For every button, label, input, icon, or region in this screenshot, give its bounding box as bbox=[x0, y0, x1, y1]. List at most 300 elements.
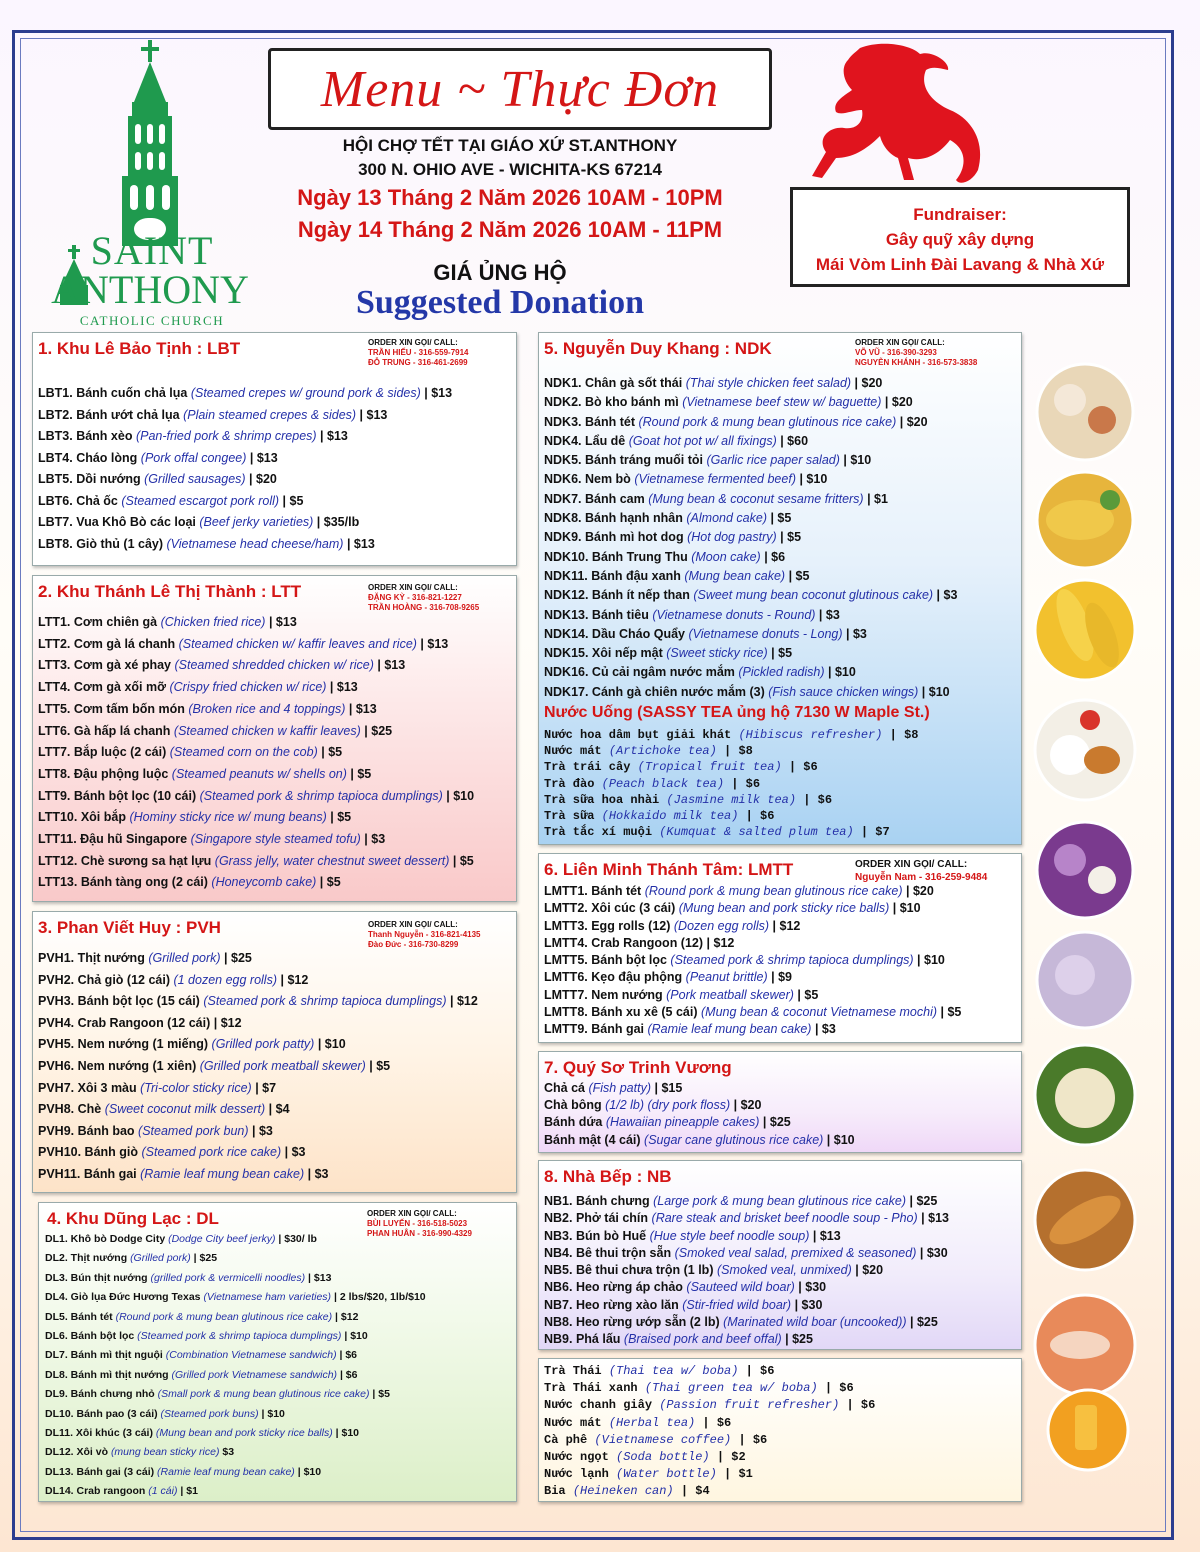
item-name: LMTT6. Kẹo đậu phộng bbox=[544, 970, 683, 985]
item-name: NDK2. Bò kho bánh mì bbox=[544, 395, 679, 410]
item-price: | $6 bbox=[731, 1432, 768, 1447]
item-description: (Grass jelly, water chestnut sweet dessert) bbox=[214, 853, 450, 868]
item-price: | $30/ lb bbox=[275, 1233, 317, 1245]
menu-item bbox=[38, 1034, 512, 1056]
item-description: (Water bottle) bbox=[616, 1467, 717, 1482]
food-photo-crepes bbox=[1037, 364, 1133, 460]
menu-item bbox=[38, 1013, 512, 1035]
item-description: (Combination Vietnamese sandwich) bbox=[165, 1349, 337, 1362]
menu-item bbox=[38, 512, 512, 534]
section-qstv bbox=[538, 1051, 1022, 1153]
menu-item bbox=[544, 586, 1017, 605]
item-name: DL14. Crab rangoon bbox=[45, 1485, 146, 1498]
food-photo-column bbox=[1030, 360, 1140, 1520]
item-name: Trà sữa bbox=[544, 809, 595, 824]
item-description: (Almond cake) bbox=[686, 511, 767, 526]
menu-item bbox=[544, 1331, 1017, 1348]
event-date1: Ngày 13 Tháng 2 Năm 2026 10AM - 10PM bbox=[297, 185, 723, 210]
item-name: Nước ngọt bbox=[544, 1450, 609, 1465]
item-name: PVH4. Crab Rangoon (12 cái) bbox=[38, 1015, 211, 1030]
item-price: | $13 bbox=[809, 1228, 841, 1243]
logo-wordmark bbox=[51, 228, 252, 329]
item-price: | $15 bbox=[651, 1081, 683, 1095]
item-name: DL2. Thịt nướng bbox=[45, 1252, 128, 1265]
item-description: (Mung bean and pork sticky rice balls) bbox=[678, 901, 890, 916]
item-price: | $5 bbox=[369, 1388, 390, 1401]
section-pvh bbox=[32, 911, 517, 1193]
item-description: (Sugar cane glutinous rice cake) bbox=[644, 1132, 824, 1147]
item-name: LTT2. Cơm gà lá chanh bbox=[38, 636, 176, 651]
item-description: (Steamed pork rice cake) bbox=[141, 1145, 282, 1160]
item-name: LTT7. Bắp luộc (2 cái) bbox=[38, 745, 167, 760]
item-description: (Honeycomb cake) bbox=[211, 875, 317, 890]
item-description: (Mung bean & coconut Vietnamese mochi) bbox=[701, 1005, 938, 1020]
item-description: (Grilled pork meatball skewer) bbox=[199, 1058, 366, 1073]
section-title: 1. Khu Lê Bảo Tịnh : LBT bbox=[38, 339, 241, 358]
item-price: | $3 bbox=[281, 1145, 306, 1160]
item-price: | $25 bbox=[759, 1115, 791, 1130]
menu-item bbox=[544, 883, 1017, 900]
item-price: | $20 bbox=[245, 472, 277, 486]
item-price: | $60 bbox=[776, 433, 809, 448]
item-description: (Smoked veal salad, premixed & seasoned) bbox=[674, 1245, 917, 1260]
menu-item bbox=[544, 567, 1017, 586]
menu-item bbox=[38, 948, 512, 970]
menu-item bbox=[544, 727, 1017, 743]
item-description: (Grilled pork) bbox=[148, 951, 221, 965]
section-lmtt bbox=[538, 853, 1022, 1043]
contact-phone: ĐẶNG KỲ - 316-821-1227 bbox=[368, 593, 462, 602]
item-price: | $5 bbox=[279, 493, 304, 508]
item-price: | 2 lbs/$20, 1lb/$10 bbox=[331, 1291, 426, 1304]
item-name: NB9. Phá lấu bbox=[544, 1332, 621, 1347]
food-photo-sticky-rice bbox=[1037, 822, 1133, 918]
menu-item bbox=[544, 759, 1017, 775]
contact-title: ORDER XIN GỌI/ CALL: bbox=[855, 859, 968, 870]
item-price: | $20 bbox=[851, 376, 883, 390]
menu-item bbox=[45, 1346, 512, 1365]
item-price: | $25 bbox=[906, 1315, 938, 1330]
menu-item bbox=[544, 548, 1017, 567]
item-description: (Crispy fried chicken w/ rice) bbox=[169, 680, 327, 695]
item-price: | $12 bbox=[769, 918, 801, 933]
item-description: (Kumquat & salted plum tea) bbox=[659, 825, 854, 840]
item-description: (Steamed pork & shrimp tapioca dumplings) bbox=[137, 1330, 342, 1343]
section-title: 2. Khu Thánh Lê Thị Thành : LTT bbox=[38, 582, 302, 601]
item-price: | $3 bbox=[811, 1022, 836, 1037]
item-description: (Stir-fried wild boar) bbox=[682, 1297, 792, 1312]
menu-item bbox=[38, 872, 512, 894]
item-description: (Hominy sticky rice w/ mung beans) bbox=[129, 810, 327, 825]
item-name: LTT5. Cơm tấm bốn món bbox=[38, 701, 185, 716]
item-price: | $3 bbox=[933, 588, 958, 603]
item-description: (Fish patty) bbox=[588, 1081, 651, 1095]
item-price: | $25 bbox=[360, 723, 393, 738]
item-name: Trà Thái bbox=[544, 1364, 602, 1378]
item-name: LMTT5. Bánh bột lọc bbox=[544, 953, 667, 968]
logo-saint: SAINT bbox=[90, 228, 214, 273]
item-description: (Braised pork and beef offal) bbox=[623, 1332, 782, 1347]
item-price: | $20 bbox=[730, 1098, 762, 1113]
item-description: (Pickled radish) bbox=[738, 665, 825, 680]
item-price: | $9 bbox=[767, 970, 793, 985]
item-price: | $5 bbox=[449, 853, 474, 868]
item-price: | $3 bbox=[815, 607, 840, 622]
item-list bbox=[38, 948, 512, 1186]
item-name: NB3. Bún bò Huế bbox=[544, 1228, 647, 1243]
item-name: LBT3. Bánh xèo bbox=[38, 429, 133, 443]
item-name: NB8. Heo rừng ướp sẵn (2 lb) bbox=[544, 1315, 720, 1330]
menu-item bbox=[544, 1483, 1017, 1500]
item-description: (Vietnamese head cheese/ham) bbox=[166, 536, 344, 551]
menu-item bbox=[38, 829, 512, 851]
menu-title-box bbox=[268, 48, 772, 130]
item-price: | $6 bbox=[336, 1349, 358, 1362]
menu-item bbox=[544, 470, 1017, 489]
menu-item bbox=[38, 677, 512, 699]
item-price: | $20 bbox=[851, 1263, 884, 1278]
contact-title: ORDER XIN GỌI/ CALL: bbox=[368, 338, 458, 347]
item-name: PVH8. Chè bbox=[38, 1102, 102, 1117]
item-price: | $12 bbox=[332, 1310, 359, 1323]
item-name: LTT6. Gà hấp lá chanh bbox=[38, 723, 171, 738]
item-description: (Grilled pork Vietnamese sandwich) bbox=[171, 1368, 338, 1381]
menu-item bbox=[38, 534, 512, 556]
item-price: | $10 bbox=[442, 788, 475, 803]
item-description: (Thai green tea w/ boba) bbox=[644, 1381, 818, 1396]
item-price: | $10 bbox=[913, 953, 945, 968]
drinks-title: Nước Uống (SASSY TEA ủng hộ 7130 W Maple St.) bbox=[544, 704, 930, 721]
section-ltt bbox=[32, 575, 517, 902]
section-beverages bbox=[538, 1358, 1022, 1502]
item-name: Trà Thái xanh bbox=[544, 1381, 638, 1396]
item-name: DL5. Bánh tét bbox=[45, 1310, 113, 1323]
menu-item bbox=[544, 663, 1017, 682]
item-name: PVH5. Nem nướng (1 miếng) bbox=[38, 1037, 209, 1052]
menu-item bbox=[38, 807, 512, 829]
logo-subtitle: CATHOLIC CHURCH bbox=[79, 313, 225, 328]
item-description: (Pork meatball skewer) bbox=[666, 987, 794, 1002]
item-description: (Tropical fruit tea) bbox=[637, 760, 782, 775]
item-price: | $6 bbox=[337, 1368, 358, 1381]
contact-phone: Thanh Nguyễn - 316-821-4135 bbox=[368, 930, 481, 939]
item-price: | $30 bbox=[794, 1280, 827, 1295]
item-price: | $5 bbox=[785, 568, 810, 583]
event-line1: HỘI CHỢ TẾT TẠI GIÁO XỨ ST.ANTHONY bbox=[342, 136, 678, 155]
item-list bbox=[544, 1193, 1017, 1349]
item-price: | $13 bbox=[356, 407, 388, 422]
menu-item bbox=[544, 1193, 1017, 1210]
item-description: (Beef jerky varieties) bbox=[199, 515, 314, 529]
contact-phone: Đào Đức - 316-730-8299 bbox=[368, 940, 459, 949]
item-description: (Steamed shredded chicken w/ rice) bbox=[174, 658, 374, 673]
menu-item bbox=[544, 969, 1017, 986]
menu-item bbox=[544, 1080, 1017, 1097]
item-price: | $5 bbox=[776, 530, 802, 545]
item-description: (Sauteed wild boar) bbox=[686, 1280, 795, 1295]
item-name: LBT5. Dồi nướng bbox=[38, 472, 141, 486]
menu-item bbox=[544, 1021, 1017, 1038]
item-description: (1/2 lb) (dry pork floss) bbox=[605, 1098, 731, 1113]
item-price: | $5 bbox=[317, 745, 343, 760]
item-description: (Grilled pork patty) bbox=[211, 1037, 315, 1052]
item-name: NB4. Bê thui trộn sẵn bbox=[544, 1245, 672, 1260]
menu-item bbox=[544, 1210, 1017, 1227]
item-description: (Ramie leaf mung bean cake) bbox=[140, 1166, 305, 1181]
menu-item bbox=[544, 1097, 1017, 1114]
item-description: (Hue style beef noodle soup) bbox=[649, 1228, 810, 1243]
item-description: (Hokkaido milk tea) bbox=[601, 809, 739, 824]
item-price: | $5 bbox=[766, 511, 792, 526]
menu-item bbox=[45, 1327, 512, 1346]
item-description: (Thai style chicken feet salad) bbox=[685, 376, 852, 390]
item-name: Cà phê bbox=[544, 1432, 588, 1447]
section-title: 4. Khu Dũng Lạc : DL bbox=[47, 1209, 219, 1228]
item-price: | $13 bbox=[917, 1211, 949, 1226]
item-price: | $13 bbox=[343, 536, 375, 551]
menu-item bbox=[38, 721, 512, 743]
red-horse-icon bbox=[800, 40, 1000, 190]
menu-item bbox=[544, 1228, 1017, 1245]
item-name: NB7. Heo rừng xào lăn bbox=[544, 1297, 679, 1312]
item-description: (Sweet mung bean coconut glutinous cake) bbox=[693, 588, 934, 603]
item-name: PVH2. Chả giò (12 cái) bbox=[38, 972, 170, 987]
item-description: (Garlic rice paper salad) bbox=[706, 453, 840, 468]
item-description: (Vietnamese ham varieties) bbox=[203, 1291, 332, 1304]
menu-item bbox=[544, 987, 1017, 1004]
item-price: | $20 bbox=[881, 395, 913, 410]
item-price: | $10 bbox=[332, 1427, 360, 1440]
item-price: | $13 bbox=[420, 386, 453, 400]
item-description: (Tri-color sticky rice) bbox=[140, 1080, 252, 1095]
item-list bbox=[45, 1230, 512, 1502]
item-description: (Rare steak and brisket beef noodle soup - Pho) bbox=[651, 1211, 918, 1226]
contact-phone: Nguyễn Nam - 316-259-9484 bbox=[855, 872, 988, 883]
menu-item bbox=[544, 1449, 1017, 1466]
item-description: (Mung bean and pork sticky rice balls) bbox=[155, 1427, 333, 1440]
item-price: | $5 bbox=[767, 646, 793, 661]
item-name: DL10. Bánh pao (3 cái) bbox=[45, 1407, 158, 1420]
item-name: LTT8. Đậu phộng luộc bbox=[38, 766, 169, 781]
item-name: PVH11. Bánh gai bbox=[38, 1166, 137, 1181]
item-name: LBT8. Giò thủ (1 cây) bbox=[38, 536, 164, 551]
item-description: (Passion fruit refresher) bbox=[659, 1398, 840, 1413]
menu-item bbox=[544, 792, 1017, 808]
menu-item bbox=[544, 1432, 1017, 1449]
item-name: NDK7. Bánh cam bbox=[544, 491, 645, 506]
menu-item bbox=[45, 1482, 512, 1501]
item-name: LBT4. Cháo lòng bbox=[38, 450, 138, 465]
item-name: NDK15. Xôi nếp mật bbox=[544, 646, 663, 661]
item-name: LTT4. Cơm gà xối mỡ bbox=[38, 680, 166, 695]
item-price: | $1 bbox=[716, 1467, 753, 1482]
item-name: NDK8. Bánh hạnh nhân bbox=[544, 511, 683, 526]
item-price: | $12 bbox=[706, 935, 735, 950]
item-price: | $10 bbox=[824, 665, 856, 680]
item-price: | $12 bbox=[213, 1015, 242, 1030]
item-description: (Steamed escargot pork roll) bbox=[121, 493, 280, 508]
item-price: | $10 bbox=[341, 1330, 368, 1343]
item-description: (Dozen egg rolls) bbox=[673, 918, 770, 933]
menu-item bbox=[45, 1230, 512, 1249]
contact-title: ORDER XIN GỌI/ CALL: bbox=[855, 338, 945, 347]
contact-phone: NGUYỄN KHÁNH - 316-573-3838 bbox=[855, 358, 978, 367]
event-date2: Ngày 14 Tháng 2 Năm 2026 10AM - 11PM bbox=[297, 217, 723, 242]
item-description: (Ramie leaf mung bean cake) bbox=[647, 1022, 812, 1037]
item-price: | $4 bbox=[673, 1484, 710, 1499]
item-name: DL12. Xôi vò bbox=[45, 1446, 109, 1459]
item-description: (Jasmine milk tea) bbox=[666, 792, 797, 807]
item-list bbox=[38, 612, 512, 894]
section-dl bbox=[38, 1202, 517, 1502]
item-name: Chà bông bbox=[544, 1098, 602, 1113]
item-price: | $10 bbox=[258, 1407, 285, 1420]
menu-item bbox=[544, 1245, 1017, 1262]
item-price: | $6 bbox=[796, 792, 833, 807]
menu-item bbox=[38, 1099, 512, 1121]
menu-item bbox=[45, 1366, 512, 1385]
item-description: (1 dozen egg rolls) bbox=[173, 972, 277, 987]
item-name: LMTT2. Xôi cúc (3 cái) bbox=[544, 901, 676, 916]
contact-title: ORDER XIN GỌI/ CALL: bbox=[367, 1209, 457, 1218]
item-description: (Vietnamese donuts - Long) bbox=[688, 626, 843, 641]
event-address: 300 N. OHIO AVE - WICHITA-KS 67214 bbox=[358, 160, 662, 179]
menu-item bbox=[38, 1142, 512, 1164]
item-price: | $7 bbox=[853, 825, 890, 840]
item-name: NDK9. Bánh mì hot dog bbox=[544, 530, 684, 545]
menu-item bbox=[544, 1466, 1017, 1483]
item-name: DL11. Xôi khúc (3 cái) bbox=[45, 1427, 153, 1440]
item-description: (Steamed pork & shrimp tapioca dumplings) bbox=[670, 953, 914, 968]
item-price: | $25 bbox=[906, 1194, 938, 1208]
item-price: $3 bbox=[219, 1446, 235, 1459]
menu-item bbox=[544, 1114, 1017, 1131]
menu-item bbox=[544, 509, 1017, 528]
item-name: NDK14. Dầu Cháo Quẩy bbox=[544, 626, 686, 641]
menu-item bbox=[38, 1121, 512, 1143]
contact-phone: ĐỖ TRUNG - 316-461-2699 bbox=[368, 358, 468, 367]
contact-phone: VÕ VŨ - 316-390-3293 bbox=[855, 348, 937, 357]
item-list bbox=[544, 374, 1017, 702]
item-description: (Vietnamese coffee) bbox=[594, 1432, 732, 1447]
item-price: | $30 bbox=[916, 1245, 948, 1260]
item-description: (Heineken can) bbox=[572, 1484, 674, 1499]
order-contact bbox=[368, 583, 479, 613]
menu-item bbox=[38, 742, 512, 764]
menu-item bbox=[544, 935, 1017, 952]
menu-item bbox=[45, 1405, 512, 1424]
menu-item bbox=[38, 491, 512, 513]
item-name: LMTT3. Egg rolls (12) bbox=[544, 918, 671, 933]
item-description: (Fish sauce chicken wings) bbox=[768, 684, 919, 699]
item-name: LTT10. Xôi bắp bbox=[38, 810, 126, 825]
menu-item bbox=[38, 991, 512, 1013]
item-description: (Steamed pork bun) bbox=[138, 1123, 249, 1138]
menu-item bbox=[544, 900, 1017, 917]
item-description: (Moon cake) bbox=[691, 549, 761, 564]
menu-item bbox=[544, 1314, 1017, 1331]
section-title: 3. Phan Viết Huy : PVH bbox=[38, 918, 221, 937]
item-description: (Vietnamese donuts - Round) bbox=[652, 607, 816, 622]
menu-item bbox=[544, 1380, 1017, 1397]
menu-item bbox=[544, 374, 1017, 393]
item-price: | $7 bbox=[251, 1080, 277, 1095]
contact-title: ORDER XIN GỌI/ CALL: bbox=[368, 920, 458, 929]
item-list bbox=[544, 1080, 1017, 1149]
item-name: LBT2. Bánh ướt chả lụa bbox=[38, 407, 180, 422]
item-name: DL8. Bánh mì thịt nướng bbox=[45, 1368, 169, 1381]
menu-item bbox=[38, 469, 512, 491]
menu-item bbox=[38, 448, 512, 470]
item-description: (Thai tea w/ boba) bbox=[608, 1364, 739, 1378]
item-price: | $3 bbox=[304, 1166, 329, 1181]
item-name: PVH1. Thịt nướng bbox=[38, 951, 145, 965]
section-ndk bbox=[538, 332, 1022, 845]
menu-item bbox=[38, 612, 512, 634]
item-name: Trà đào bbox=[544, 776, 595, 791]
item-name: NDK17. Cánh gà chiên nước mắm (3) bbox=[544, 684, 765, 699]
item-description: (Large pork & mung bean glutinous rice cake) bbox=[653, 1194, 906, 1208]
menu-item bbox=[38, 1056, 512, 1078]
menu-item bbox=[45, 1288, 512, 1307]
item-list bbox=[544, 883, 1017, 1039]
item-description: (Mung bean cake) bbox=[684, 568, 786, 583]
menu-item bbox=[544, 393, 1017, 412]
item-description: (Steamed peanuts w/ shells on) bbox=[171, 766, 347, 781]
item-name: Trà trái cây bbox=[544, 760, 631, 775]
item-description: (Peach black tea) bbox=[601, 776, 725, 791]
item-price: | $35/lb bbox=[313, 515, 360, 529]
item-description: (Dodge City beef jerky) bbox=[168, 1233, 276, 1245]
item-description: (Pan-fried pork & shrimp crepes) bbox=[135, 429, 317, 443]
menu-item bbox=[544, 644, 1017, 663]
item-price: | $6 bbox=[724, 776, 761, 791]
item-description: (Grilled pork) bbox=[130, 1252, 191, 1265]
menu-item bbox=[544, 1004, 1017, 1021]
item-name: DL13. Bánh gai (3 cái) bbox=[45, 1465, 155, 1478]
item-name: LMTT8. Bánh xu xê (5 cái) bbox=[544, 1005, 698, 1020]
fundraiser-box bbox=[790, 187, 1130, 287]
fundraiser-line2: Gây quỹ xây dựng bbox=[885, 230, 1035, 249]
item-price: | $3 bbox=[248, 1123, 273, 1138]
drinks-list bbox=[544, 727, 1017, 840]
item-name: LBT7. Vua Khô Bò các loại bbox=[38, 515, 196, 529]
item-description: (Artichoke tea) bbox=[608, 744, 717, 759]
menu-item bbox=[544, 413, 1017, 432]
menu-item bbox=[544, 490, 1017, 509]
item-price: | $2 bbox=[709, 1450, 746, 1465]
item-name: NDK5. Bánh tráng muối tỏi bbox=[544, 453, 704, 468]
item-description: (grilled pork & vermicelli noodles) bbox=[150, 1271, 306, 1284]
item-price: | $10 bbox=[294, 1465, 322, 1478]
menu-item bbox=[38, 1164, 512, 1186]
menu-item bbox=[544, 808, 1017, 824]
item-name: LMTT7. Nem nướng bbox=[544, 987, 663, 1002]
item-name: Bánh mật (4 cái) bbox=[544, 1132, 641, 1147]
menu-item bbox=[544, 1397, 1017, 1414]
item-price: | $8 bbox=[882, 728, 919, 742]
item-price: | $30 bbox=[791, 1297, 823, 1312]
item-price: | $5 bbox=[937, 1005, 962, 1020]
item-name: NDK1. Chân gà sốt thái bbox=[544, 376, 683, 390]
item-price: | $5 bbox=[346, 766, 372, 781]
item-price: | $13 bbox=[316, 429, 348, 443]
item-name: NDK6. Nem bò bbox=[544, 472, 631, 487]
item-price: | $10 bbox=[314, 1037, 346, 1052]
menu-item bbox=[45, 1443, 512, 1462]
item-description: (Herbal tea) bbox=[608, 1415, 696, 1430]
item-name: NDK12. Bánh ít nếp than bbox=[544, 588, 690, 603]
